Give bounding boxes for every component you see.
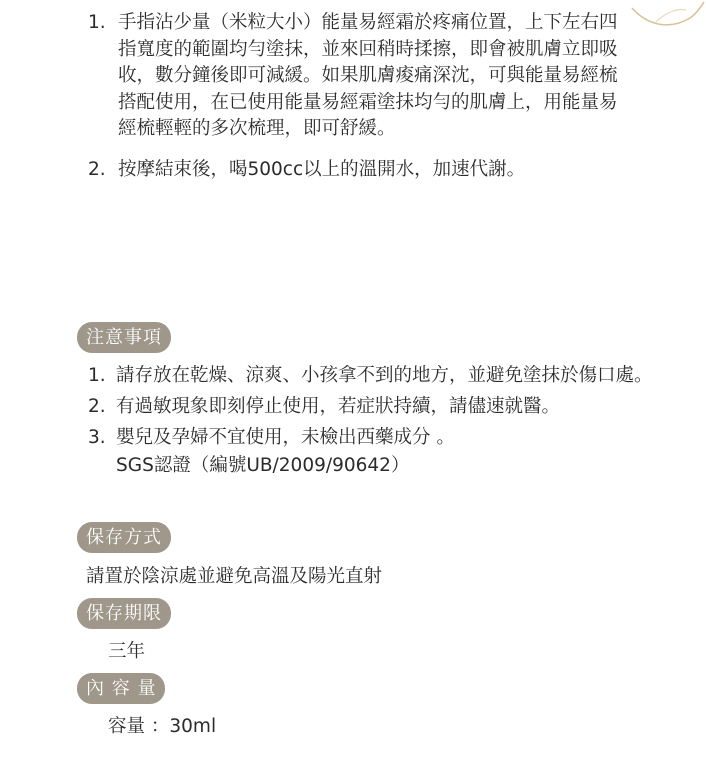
- precaution-item-text: 嬰兒及孕婦不宜使用，未檢出西藥成分 。: [116, 427, 455, 448]
- precaution-item-number: 1.: [88, 365, 106, 386]
- usage-instructions: [88, 10, 633, 183]
- usage-item-number: 2.: [88, 158, 106, 180]
- contents-text: 容量 ：30ml: [108, 716, 217, 737]
- precaution-item: [88, 425, 688, 451]
- precaution-item: [88, 394, 688, 420]
- precautions-badge: 注意事項: [77, 322, 171, 353]
- contents-badge: 內 容 量: [77, 673, 165, 704]
- precaution-item-number: 3.: [88, 427, 106, 448]
- decorative-leaf-icon: [626, 0, 706, 40]
- storage-method-badge: 保存方式: [77, 522, 171, 553]
- precaution-item: [88, 363, 688, 389]
- precautions-list: [88, 363, 688, 479]
- shelf-life-badge: 保存期限: [77, 598, 171, 629]
- precaution-item-number: 2.: [88, 396, 106, 417]
- usage-item: [88, 157, 633, 184]
- usage-item: [88, 10, 633, 143]
- sgs-certification: SGS認證（編號UB/2009/90642）: [116, 455, 410, 476]
- precaution-item-text: 請存放在乾燥、涼爽、小孩拿不到的地方，並避免塗抹於傷口處。: [116, 365, 653, 386]
- usage-item-number: 1.: [88, 12, 106, 33]
- usage-item-text: 按摩結束後，喝500cc以上的溫開水，加速代謝。: [118, 158, 526, 180]
- precaution-item-text: 有過敏現象即刻停止使用，若症狀持續，請儘速就醫。: [116, 396, 561, 417]
- usage-item-text: 手指沾少量（米粒大小）能量易經霜於疼痛位置，上下左右四指寬度的範圍均勻塗抹，並來回稍時揉擦，即會被肌膚立即吸收，數分鐘後即可減緩。如果肌膚痠痛深沈，可與能量易經梳搭配使用，在已使用能量易經霜塗抹均勻的肌膚上，用能量易經梳輕輕的多次梳理，即可舒緩。: [118, 12, 618, 139]
- shelf-life-text: 三年: [108, 641, 146, 662]
- storage-method-text: 請置於陰涼處並避免高溫及陽光直射: [86, 566, 383, 587]
